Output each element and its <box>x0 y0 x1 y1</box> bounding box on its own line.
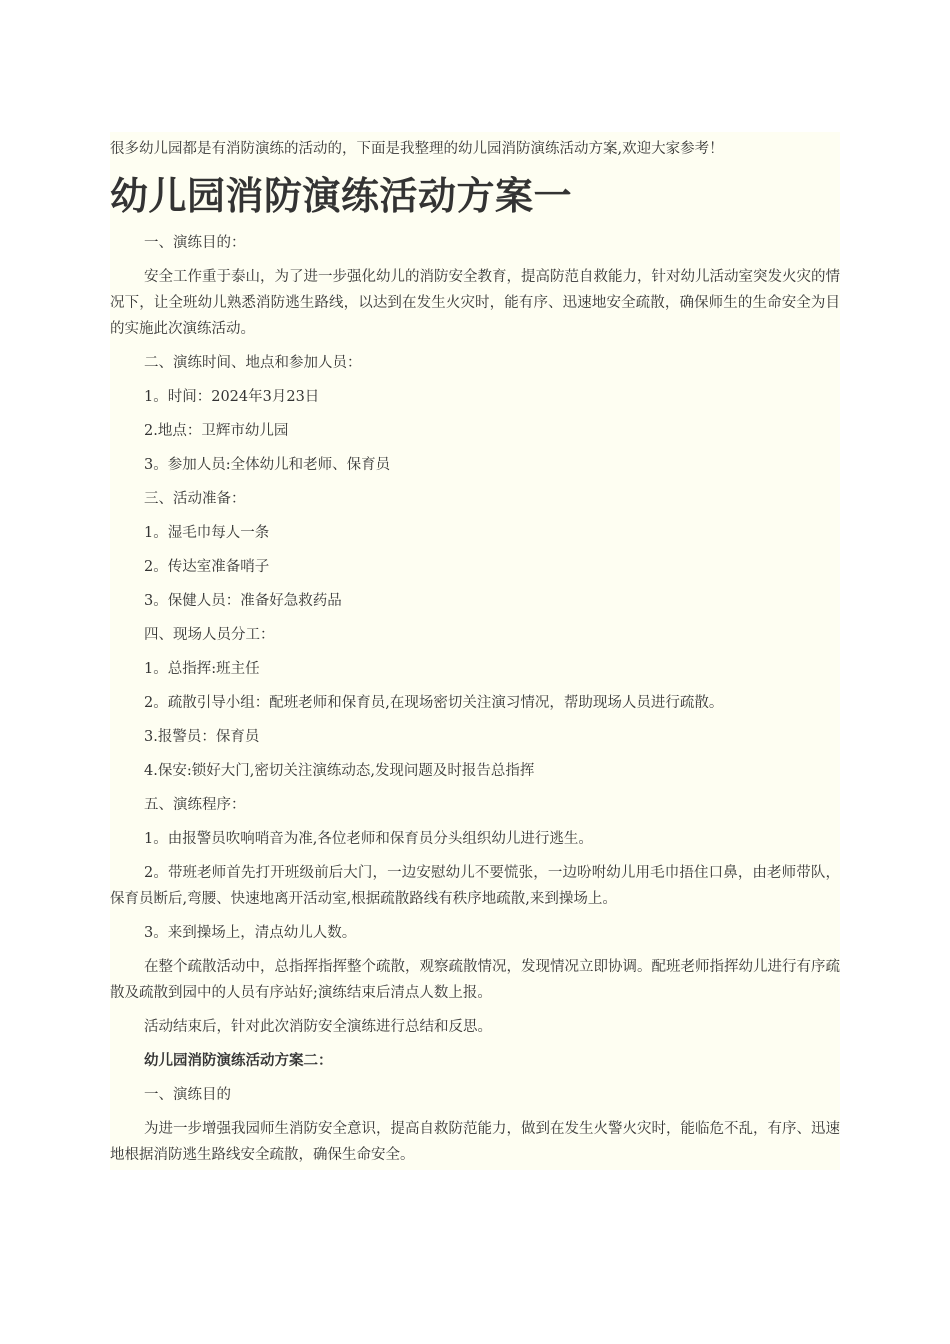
paragraph: 安全工作重于泰山，为了进一步强化幼儿的消防安全教育，提高防范自救能力，针对幼儿活动室突发火灾的情况下，让全班幼儿熟悉消防逃生路线，以达到在发生火灾时，能有序、迅速地安全疏散，确保师生的生命安全为目的实施此次演练活动。 <box>110 269 840 337</box>
section-heading: 五、演练程序： <box>144 797 246 813</box>
list-item: 1。时间：2024年3月23日 <box>144 389 320 405</box>
section-heading: 三、活动准备： <box>144 491 246 507</box>
section-heading: 一、演练目的 <box>144 1087 231 1103</box>
list-item: 3。参加人员:全体幼儿和老师、保育员 <box>144 457 391 473</box>
section-heading: 一、演练目的： <box>144 235 246 251</box>
list-item: 1。总指挥:班主任 <box>144 661 260 677</box>
list-item: 2.地点：卫辉市幼儿园 <box>144 423 289 439</box>
list-item: 1。湿毛巾每人一条 <box>144 525 270 541</box>
paragraph: 为进一步增强我园师生消防安全意识，提高自救防范能力，做到在发生火警火灾时，能临危不乱，有序、迅速地根据消防逃生路线安全疏散，确保生命安全。 <box>110 1121 840 1163</box>
paragraph: 活动结束后，针对此次消防安全演练进行总结和反思。 <box>144 1019 492 1035</box>
intro-text: 很多幼儿园都是有消防演练的活动的，下面是我整理的幼儿园消防演练活动方案,欢迎大家参考！ <box>110 141 724 157</box>
list-item: 3.报警员：保育员 <box>144 729 260 745</box>
document-page <box>110 132 840 1170</box>
list-item: 2。带班老师首先打开班级前后大门，一边安慰幼儿不要慌张，一边吩咐幼儿用毛巾捂住口鼻，由老师带队，保育员断后,弯腰、快速地离开活动室,根据疏散路线有秩序地疏散,来到操场上。 <box>110 865 840 907</box>
list-item: 1。由报警员吹响哨音为准,各位老师和保育员分头组织幼儿进行逃生。 <box>144 831 593 847</box>
subtitle-heading: 幼儿园消防演练活动方案二： <box>144 1052 333 1069</box>
list-item: 3。保健人员：准备好急救药品 <box>144 593 342 609</box>
list-item: 2。传达室准备哨子 <box>144 559 270 575</box>
section-heading: 四、现场人员分工： <box>144 627 275 643</box>
paragraph: 在整个疏散活动中，总指挥指挥整个疏散，观察疏散情况，发现情况立即协调。配班老师指挥幼儿进行有序疏散及疏散到园中的人员有序站好;演练结束后清点人数上报。 <box>110 959 840 1001</box>
page-title: 幼儿园消防演练活动方案一 <box>110 174 573 218</box>
list-item: 4.保安:锁好大门,密切关注演练动态,发现问题及时报告总指挥 <box>144 763 535 779</box>
list-item: 3。来到操场上，清点幼儿人数。 <box>144 925 357 941</box>
list-item: 2。疏散引导小组：配班老师和保育员,在现场密切关注演习情况，帮助现场人员进行疏散。 <box>144 695 724 711</box>
section-heading: 二、演练时间、地点和参加人员： <box>144 355 362 371</box>
